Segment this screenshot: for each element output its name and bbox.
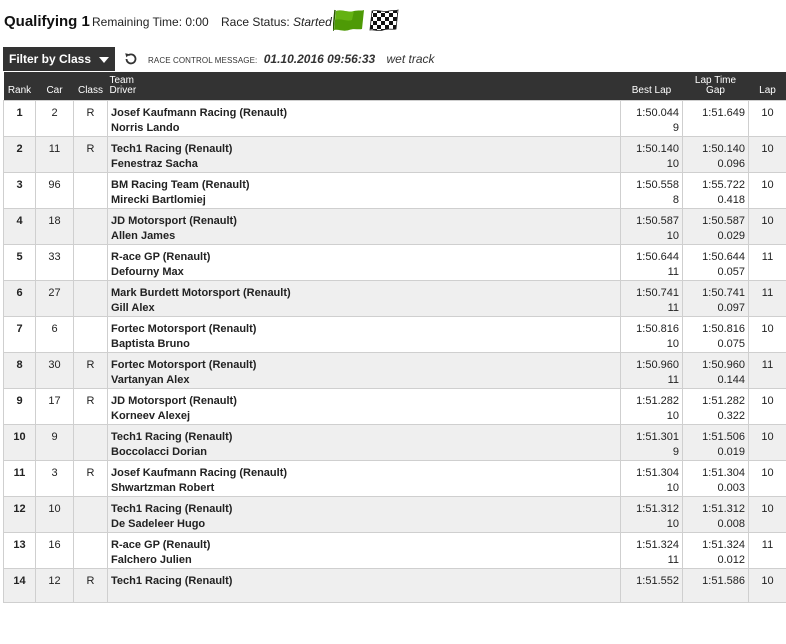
- car-number-cell: 9: [36, 425, 74, 461]
- team-name: BM Racing Team (Renault): [111, 179, 250, 191]
- best-lap-number: 10: [666, 482, 679, 494]
- team-driver-cell: [108, 425, 621, 461]
- class-cell: [74, 245, 108, 281]
- best-lap-time: 1:50.044: [636, 107, 679, 119]
- gap-value: 0.075: [717, 338, 745, 350]
- laps-cell: 10: [749, 317, 786, 353]
- best-lap-time: 1:51.282: [636, 395, 679, 407]
- green-flag-icon: [333, 9, 365, 31]
- laps-cell: 10: [749, 497, 786, 533]
- best-lap-number: 10: [666, 338, 679, 350]
- lap-time: 1:51.649: [702, 107, 745, 119]
- team-name: JD Motorsport (Renault): [111, 395, 237, 407]
- gap-value: 0.322: [717, 410, 745, 422]
- car-number-cell: 27: [36, 281, 74, 317]
- car-number-cell: 2: [36, 101, 74, 137]
- best-lap-cell: [621, 497, 683, 533]
- best-lap-cell: [621, 389, 683, 425]
- rank-cell: 8: [4, 353, 36, 389]
- driver-name: Korneev Alexej: [111, 410, 191, 422]
- table-row[interactable]: [4, 245, 786, 281]
- team-driver-cell: [108, 497, 621, 533]
- rank-cell: 9: [4, 389, 36, 425]
- class-cell: R: [74, 569, 108, 603]
- best-lap-time: 1:50.644: [636, 251, 679, 263]
- best-lap-cell: [621, 209, 683, 245]
- lap-time: 1:55.722: [702, 179, 745, 191]
- class-cell: R: [74, 101, 108, 137]
- lap-time: 1:51.506: [702, 431, 745, 443]
- best-lap-number: 10: [666, 230, 679, 242]
- lap-time: 1:50.816: [702, 323, 745, 335]
- rank-cell: 5: [4, 245, 36, 281]
- table-row[interactable]: [4, 137, 786, 173]
- race-status-label: Race Status:: [221, 15, 290, 29]
- rank-cell: 13: [4, 533, 36, 569]
- table-row[interactable]: [4, 461, 786, 497]
- race-control-label: RACE CONTROL MESSAGE:: [148, 56, 258, 65]
- best-lap-cell: [621, 137, 683, 173]
- team-driver-cell: [108, 317, 621, 353]
- lap-time: 1:50.741: [702, 287, 745, 299]
- table-row[interactable]: [4, 281, 786, 317]
- lap-time: 1:51.586: [702, 575, 745, 587]
- car-number-cell: 6: [36, 317, 74, 353]
- car-number-cell: 12: [36, 569, 74, 603]
- best-lap-number: 11: [667, 374, 679, 386]
- class-cell: R: [74, 389, 108, 425]
- team-name: Josef Kaufmann Racing (Renault): [111, 467, 288, 479]
- team-driver-cell: [108, 281, 621, 317]
- best-lap-cell: [621, 317, 683, 353]
- refresh-icon[interactable]: [123, 51, 139, 67]
- column-header-rank[interactable]: Rank: [4, 72, 36, 101]
- lap-time-gap-cell: [683, 173, 749, 209]
- driver-name: De Sadeleer Hugo: [111, 518, 206, 530]
- team-name: R-ace GP (Renault): [111, 251, 211, 263]
- best-lap-number: 8: [672, 194, 679, 206]
- car-number-cell: 11: [36, 137, 74, 173]
- driver-name: Falchero Julien: [111, 554, 192, 566]
- checkered-flag-icon: [369, 9, 399, 31]
- best-lap-cell: [621, 281, 683, 317]
- laps-cell: 10: [749, 461, 786, 497]
- filter-by-class-label: Filter by Class: [9, 52, 92, 66]
- class-cell: [74, 317, 108, 353]
- best-lap-cell: [621, 173, 683, 209]
- team-name: Mark Burdett Motorsport (Renault): [111, 287, 291, 299]
- lap-time-gap-cell: [683, 281, 749, 317]
- rank-cell: 12: [4, 497, 36, 533]
- class-cell: R: [74, 461, 108, 497]
- car-number-cell: 10: [36, 497, 74, 533]
- lap-time: 1:51.282: [702, 395, 745, 407]
- race-status-value: Started: [293, 15, 332, 29]
- table-row[interactable]: [4, 533, 786, 569]
- best-lap-number: 9: [672, 122, 679, 134]
- column-header-lap-time-gap[interactable]: Lap Time Gap: [683, 72, 749, 101]
- rank-cell: 7: [4, 317, 36, 353]
- rank-cell: 6: [4, 281, 36, 317]
- laps-cell: 11: [749, 245, 786, 281]
- class-cell: R: [74, 353, 108, 389]
- lap-time-gap-cell: [683, 461, 749, 497]
- driver-name: Shwartzman Robert: [111, 482, 215, 494]
- best-lap-time: 1:51.304: [636, 467, 679, 479]
- race-status: [221, 15, 332, 29]
- table-row[interactable]: [4, 173, 786, 209]
- lap-time-gap-cell: [683, 497, 749, 533]
- session-header: [0, 0, 786, 44]
- car-number-cell: 30: [36, 353, 74, 389]
- best-lap-time: 1:50.140: [636, 143, 679, 155]
- table-row[interactable]: [4, 209, 786, 245]
- team-driver-cell: [108, 569, 621, 603]
- results-table-body: [4, 101, 786, 603]
- gap-value: 0.144: [717, 374, 745, 386]
- race-control-timestamp: 01.10.2016 09:56:33: [263, 52, 376, 66]
- class-cell: R: [74, 137, 108, 173]
- rank-cell: 11: [4, 461, 36, 497]
- lap-time: 1:50.960: [702, 359, 745, 371]
- driver-name: Defourny Max: [111, 266, 184, 278]
- lap-time-gap-cell: [683, 569, 749, 603]
- best-lap-cell: [621, 353, 683, 389]
- gap-value: 0.003: [717, 482, 745, 494]
- session-title: Qualifying 1: [4, 13, 90, 30]
- column-header-driver: Driver: [109, 85, 137, 96]
- team-name: JD Motorsport (Renault): [111, 215, 237, 227]
- best-lap-time: 1:50.587: [636, 215, 679, 227]
- laps-cell: 10: [749, 569, 786, 603]
- lap-time: 1:50.140: [702, 143, 745, 155]
- car-number-cell: 16: [36, 533, 74, 569]
- lap-time: 1:51.304: [702, 467, 745, 479]
- team-driver-cell: [108, 245, 621, 281]
- team-name: Tech1 Racing (Renault): [111, 503, 233, 515]
- driver-name: Mirecki Bartlomiej: [111, 194, 206, 206]
- team-name: Tech1 Racing (Renault): [111, 143, 233, 155]
- table-row[interactable]: [4, 353, 786, 389]
- rank-cell: 3: [4, 173, 36, 209]
- car-number-cell: 96: [36, 173, 74, 209]
- team-name: Tech1 Racing (Renault): [111, 431, 233, 443]
- column-header-team-driver[interactable]: [108, 72, 621, 101]
- laps-cell: 10: [749, 137, 786, 173]
- gap-value: 0.097: [717, 302, 745, 314]
- gap-value: 0.418: [717, 194, 745, 206]
- results-table: [3, 72, 786, 603]
- race-control-message: [148, 52, 435, 66]
- laps-cell: 11: [749, 533, 786, 569]
- chevron-down-icon: [99, 57, 109, 63]
- best-lap-number: 10: [666, 158, 679, 170]
- team-driver-cell: [108, 137, 621, 173]
- table-row[interactable]: [4, 569, 786, 603]
- table-row[interactable]: [4, 389, 786, 425]
- laps-cell: 10: [749, 209, 786, 245]
- laps-cell: 10: [749, 389, 786, 425]
- class-cell: [74, 425, 108, 461]
- team-name: R-ace GP (Renault): [111, 539, 211, 551]
- lap-time: 1:51.312: [702, 503, 745, 515]
- car-number-cell: 33: [36, 245, 74, 281]
- team-driver-cell: [108, 461, 621, 497]
- best-lap-time: 1:51.324: [636, 539, 679, 551]
- team-name: Fortec Motorsport (Renault): [111, 359, 257, 371]
- driver-name: Vartanyan Alex: [111, 374, 190, 386]
- laps-cell: 11: [749, 281, 786, 317]
- column-header-lap[interactable]: Lap: [749, 72, 786, 101]
- column-header-best-lap[interactable]: Best Lap: [621, 72, 683, 101]
- table-header-row: [4, 72, 786, 101]
- team-name: Josef Kaufmann Racing (Renault): [111, 107, 288, 119]
- best-lap-cell: [621, 245, 683, 281]
- best-lap-cell: [621, 533, 683, 569]
- best-lap-number: 11: [667, 266, 679, 278]
- gap-value: 0.029: [717, 230, 745, 242]
- lap-time-gap-cell: [683, 389, 749, 425]
- lap-time-gap-cell: [683, 353, 749, 389]
- best-lap-number: 11: [667, 554, 679, 566]
- best-lap-time: 1:51.312: [636, 503, 679, 515]
- best-lap-time: 1:51.301: [636, 431, 679, 443]
- best-lap-time: 1:50.558: [636, 179, 679, 191]
- lap-time-gap-cell: [683, 425, 749, 461]
- team-driver-cell: [108, 353, 621, 389]
- team-driver-cell: [108, 173, 621, 209]
- class-cell: [74, 281, 108, 317]
- driver-name: Gill Alex: [111, 302, 155, 314]
- lap-time-gap-cell: [683, 209, 749, 245]
- best-lap-number: 11: [667, 302, 679, 314]
- lap-time-gap-cell: [683, 245, 749, 281]
- gap-value: 0.019: [717, 446, 745, 458]
- team-driver-cell: [108, 389, 621, 425]
- best-lap-number: 9: [672, 446, 679, 458]
- column-header-class[interactable]: Class: [74, 72, 108, 101]
- best-lap-cell: [621, 569, 683, 603]
- driver-name: Allen James: [111, 230, 176, 242]
- team-driver-cell: [108, 101, 621, 137]
- class-cell: [74, 209, 108, 245]
- filter-bar: [0, 47, 786, 71]
- car-number-cell: 18: [36, 209, 74, 245]
- rank-cell: 1: [4, 101, 36, 137]
- lap-time: 1:50.644: [702, 251, 745, 263]
- team-driver-cell: [108, 209, 621, 245]
- rank-cell: 4: [4, 209, 36, 245]
- driver-name: Boccolacci Dorian: [111, 446, 207, 458]
- table-row[interactable]: [4, 101, 786, 137]
- lap-time-gap-cell: [683, 317, 749, 353]
- rank-cell: 14: [4, 569, 36, 603]
- lap-time-gap-cell: [683, 533, 749, 569]
- lap-time: 1:50.587: [702, 215, 745, 227]
- gap-value: 0.008: [717, 518, 745, 530]
- driver-name: Fenestraz Sacha: [111, 158, 198, 170]
- lap-time-gap-cell: [683, 137, 749, 173]
- column-header-team: Team: [109, 75, 134, 86]
- driver-name: Norris Lando: [111, 122, 180, 134]
- laps-cell: 10: [749, 173, 786, 209]
- best-lap-time: 1:50.741: [636, 287, 679, 299]
- rank-cell: 2: [4, 137, 36, 173]
- driver-name: Baptista Bruno: [111, 338, 190, 350]
- lap-time-gap-cell: [683, 101, 749, 137]
- filter-by-class-button[interactable]: [3, 47, 115, 71]
- table-row[interactable]: [4, 425, 786, 461]
- table-row[interactable]: [4, 317, 786, 353]
- team-name: Fortec Motorsport (Renault): [111, 323, 257, 335]
- car-number-cell: 3: [36, 461, 74, 497]
- best-lap-cell: [621, 101, 683, 137]
- best-lap-cell: [621, 461, 683, 497]
- gap-value: 0.012: [717, 554, 745, 566]
- best-lap-time: 1:50.816: [636, 323, 679, 335]
- race-control-text: wet track: [386, 52, 435, 66]
- column-header-car[interactable]: Car: [36, 72, 74, 101]
- class-cell: [74, 497, 108, 533]
- lap-time: 1:51.324: [702, 539, 745, 551]
- gap-value: 0.057: [717, 266, 745, 278]
- remaining-time: Remaining Time: 0:00: [92, 15, 209, 29]
- best-lap-cell: [621, 425, 683, 461]
- best-lap-number: 10: [666, 410, 679, 422]
- laps-cell: 10: [749, 101, 786, 137]
- gap-value: 0.096: [717, 158, 745, 170]
- rank-cell: 10: [4, 425, 36, 461]
- laps-cell: 11: [749, 353, 786, 389]
- table-row[interactable]: [4, 497, 786, 533]
- class-cell: [74, 533, 108, 569]
- best-lap-time: 1:50.960: [636, 359, 679, 371]
- best-lap-number: 10: [666, 518, 679, 530]
- team-name: Tech1 Racing (Renault): [111, 575, 233, 587]
- best-lap-time: 1:51.552: [636, 575, 679, 587]
- car-number-cell: 17: [36, 389, 74, 425]
- team-driver-cell: [108, 533, 621, 569]
- laps-cell: 10: [749, 425, 786, 461]
- class-cell: [74, 173, 108, 209]
